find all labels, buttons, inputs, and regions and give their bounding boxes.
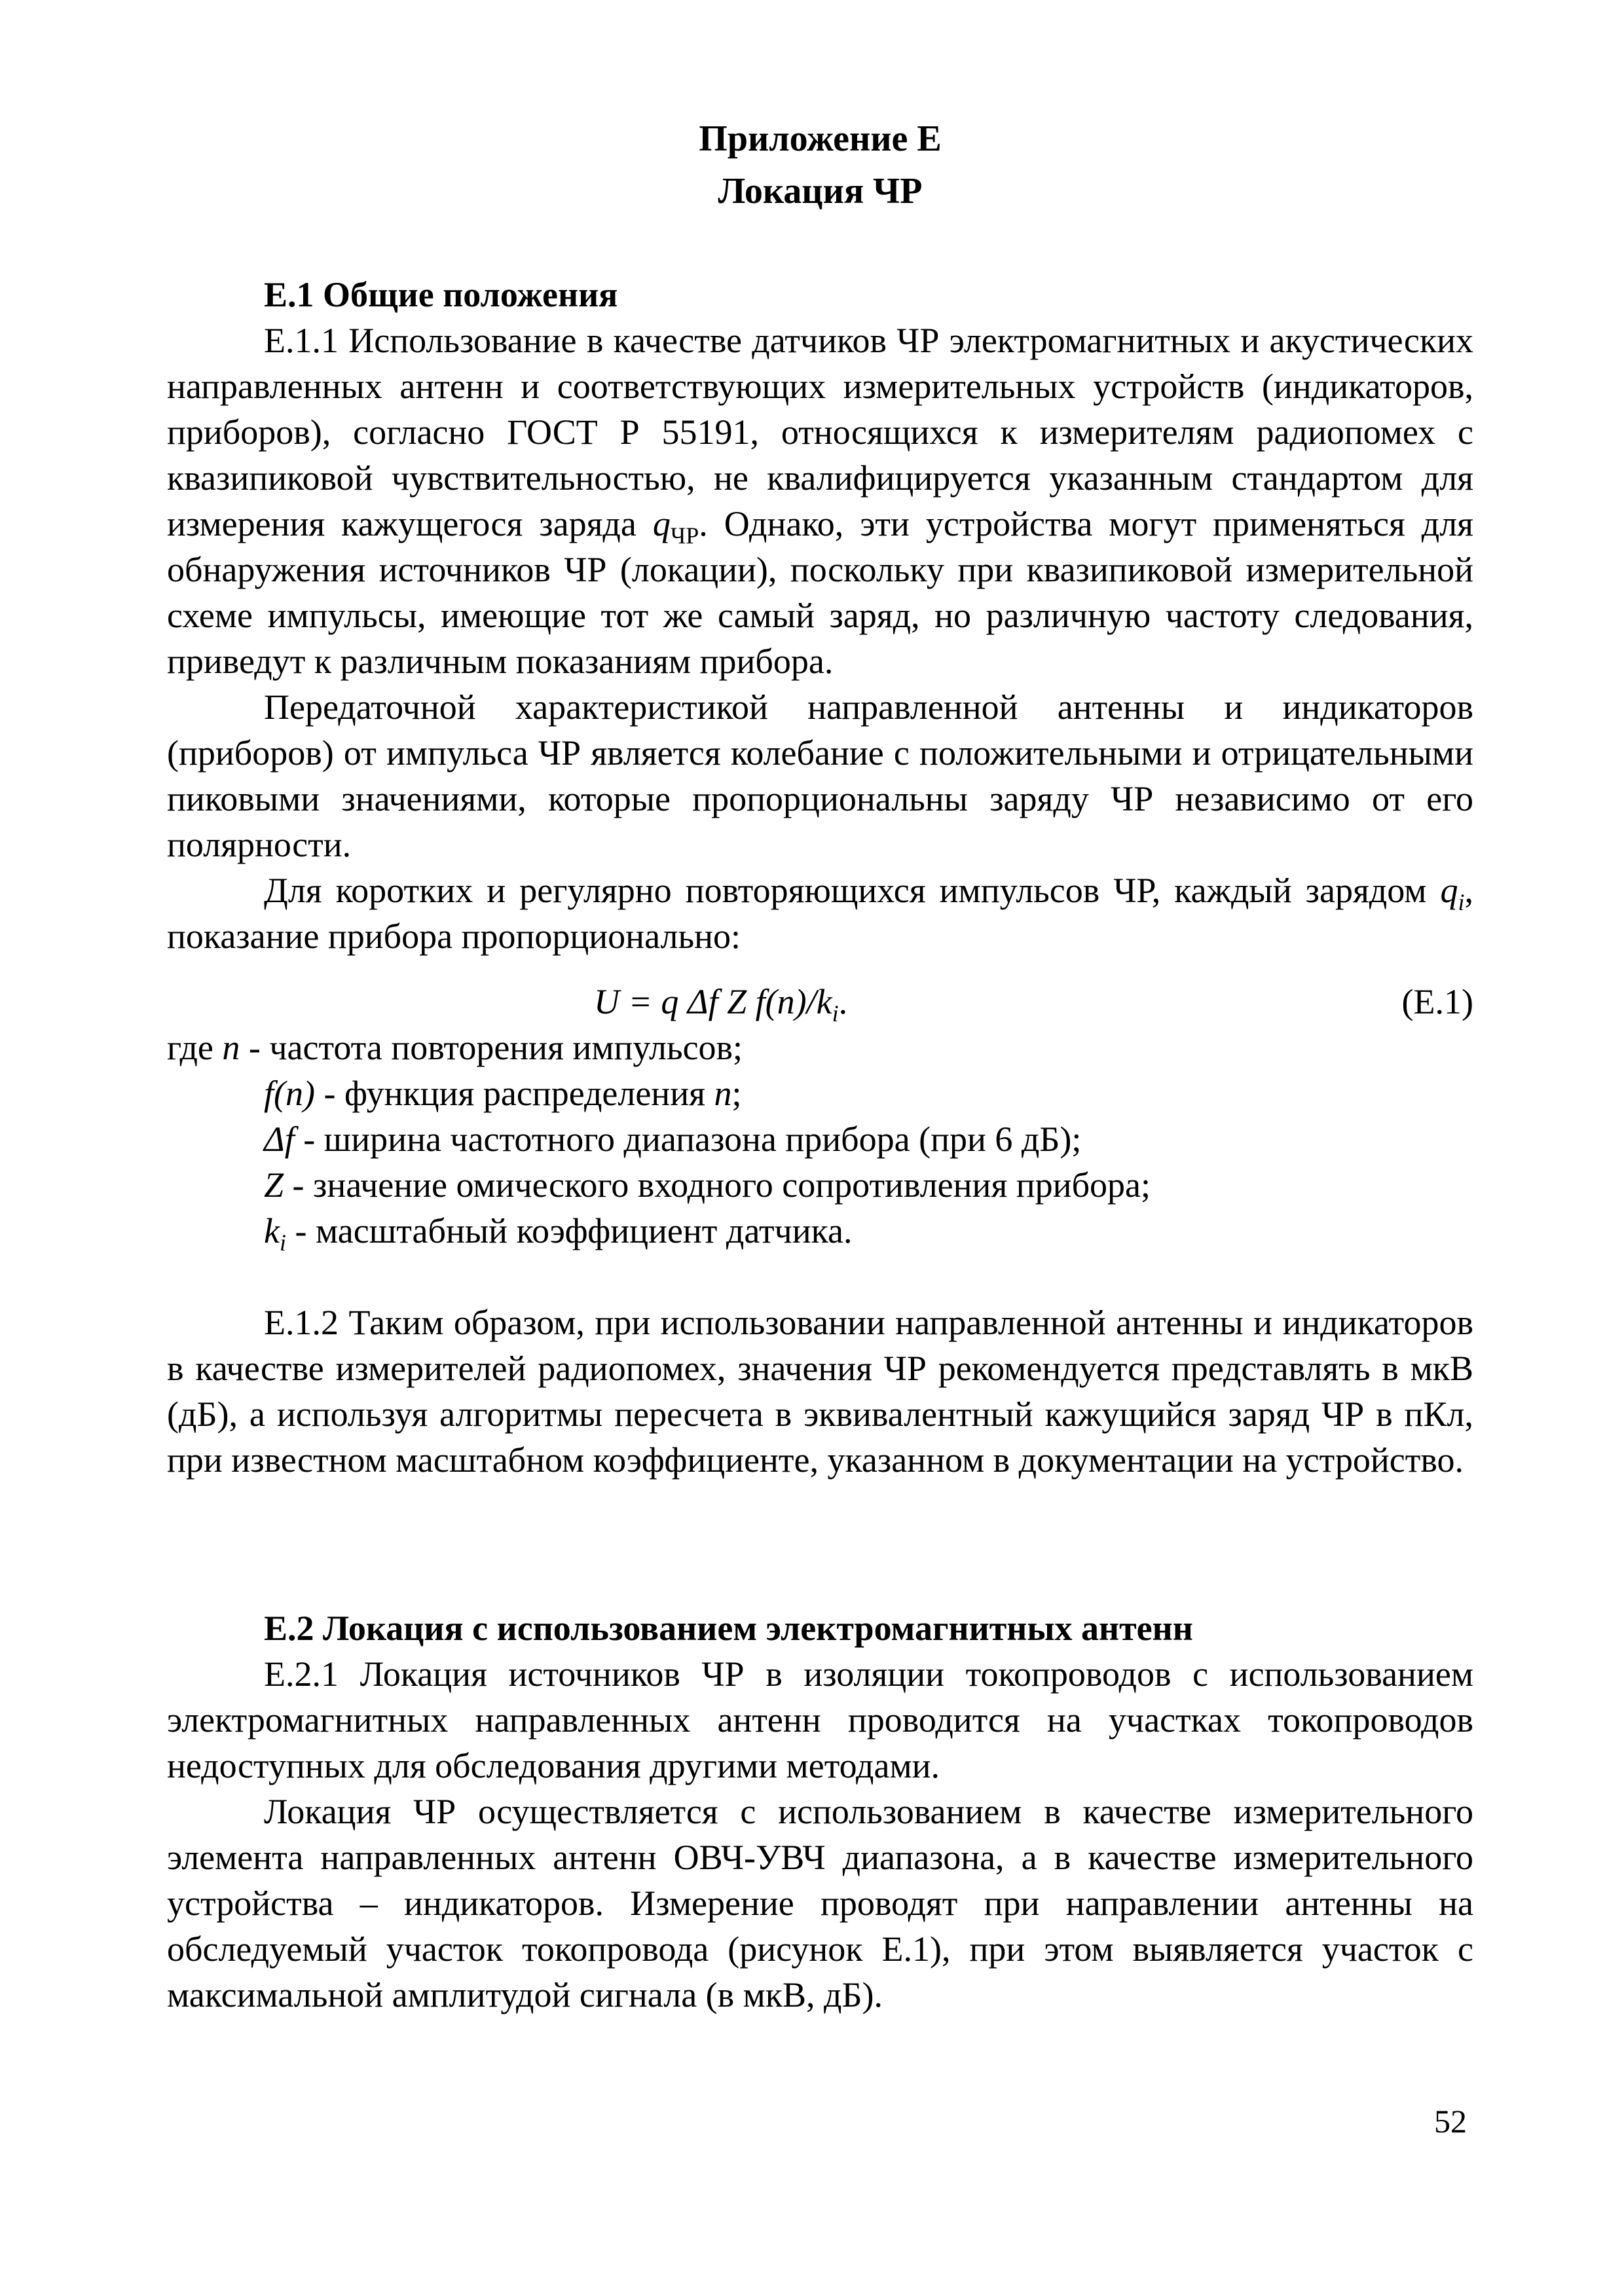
section-e2-paragraph-1: Е.2.1 Локация источников ЧР в изоляции токопроводов с использованием электромагнитных направленных антенн проводится на участках токопроводов недоступных для обследования другими методами. <box>167 1654 1473 1785</box>
formula-expression: U = q Δf Z $f(n)/k_i$. <box>594 982 848 1027</box>
charge-subscript: ЧР <box>670 522 699 549</box>
charge-symbol: q <box>652 504 671 543</box>
formula-number: (Е.1) <box>1401 982 1473 1021</box>
appendix-title: Приложение Е <box>699 118 942 159</box>
section-e1-paragraph-2: Передаточной характеристикой направленной антенны и индикаторов (приборов) от импульса ЧР является колебание с положительными и отрицательными пиковыми значениями, которые пропорциональны заряду ЧР независимо от его полярности. <box>167 687 1473 864</box>
definition-k: $k_i$ - масштабный коэффициент датчика. <box>264 1211 853 1256</box>
charge-subscript-i: i <box>1458 888 1465 915</box>
page-number: 52 <box>1434 2103 1467 2140</box>
section-e2-paragraph-2: Локация ЧР осуществляется с использованием в качестве измерительного элемента направленных антенн ОВЧ-УВЧ диапазона, а в качестве измерительного устройства – индикаторов. Измерение проводят при направлении антенны на обследуемый участок токопровода (рисунок Е.1), при этом выявляется участок с максимальной амплитудой сигнала (в мкВ, дБ). <box>167 1792 1473 2014</box>
section-e1-heading: Е.1 Общие положения <box>264 275 618 314</box>
section-e1-paragraph-1: Е.1.1 Использование в качестве датчиков ЧР электромагнитных и акустических направленных антенн и соответствующих измерительных устройств (индикаторов, приборов), согласно ГОСТ Р 55191, относящихся к измерителям радиопомех с квазипиковой чувствительностью, не квалифицируется указанным стандартом для измерения кажущегося заряда $q_{ЧР}$. Однако, эти устройства могут применяться для обнаружения источников ЧР (локации), поскольку при квазипиковой измерительной схеме импульсы, имеющие тот же самый заряд, но различную частоту следования, приведут к различным показаниям прибора. <box>167 321 1474 681</box>
definition-n: где n - частота повторения импульсов; <box>167 1028 743 1067</box>
appendix-subtitle: Локация ЧР <box>718 171 923 211</box>
section-e1 <box>167 272 1473 1483</box>
formula-e1 <box>167 979 1473 1025</box>
definition-z: Z - значение омического входного сопротивления прибора; <box>264 1165 1151 1205</box>
section-e2-heading: Е.2 Локация с использованием электромагнитных антенн <box>264 1609 1193 1648</box>
definition-delta-f: Δf - ширина частотного диапазона прибора (при 6 дБ); <box>264 1120 1082 1159</box>
formula-definitions <box>167 1025 1473 1254</box>
section-e1-paragraph-4: Е.1.2 Таким образом, при использовании направленной антенны и индикаторов в качестве измерителей радиопомех, значения ЧР рекомендуется представлять в мкВ (дБ), а используя алгоритмы пересчета в эквивалентный кажущийся заряд ЧР в пКл, при известном масштабном коэффициенте, указанном в документации на устройство. <box>167 1303 1473 1480</box>
definition-fn: f(n) - функция распределения n; <box>264 1074 742 1113</box>
section-e1-paragraph-3: Для коротких и регулярно повторяющихся импульсов ЧР, каждый зарядом $q_i$, показание прибора пропорционально: <box>167 871 1473 956</box>
appendix-title-block <box>167 113 1473 217</box>
charge-symbol-qi: q <box>1440 871 1458 910</box>
section-e2 <box>167 1605 1473 2018</box>
